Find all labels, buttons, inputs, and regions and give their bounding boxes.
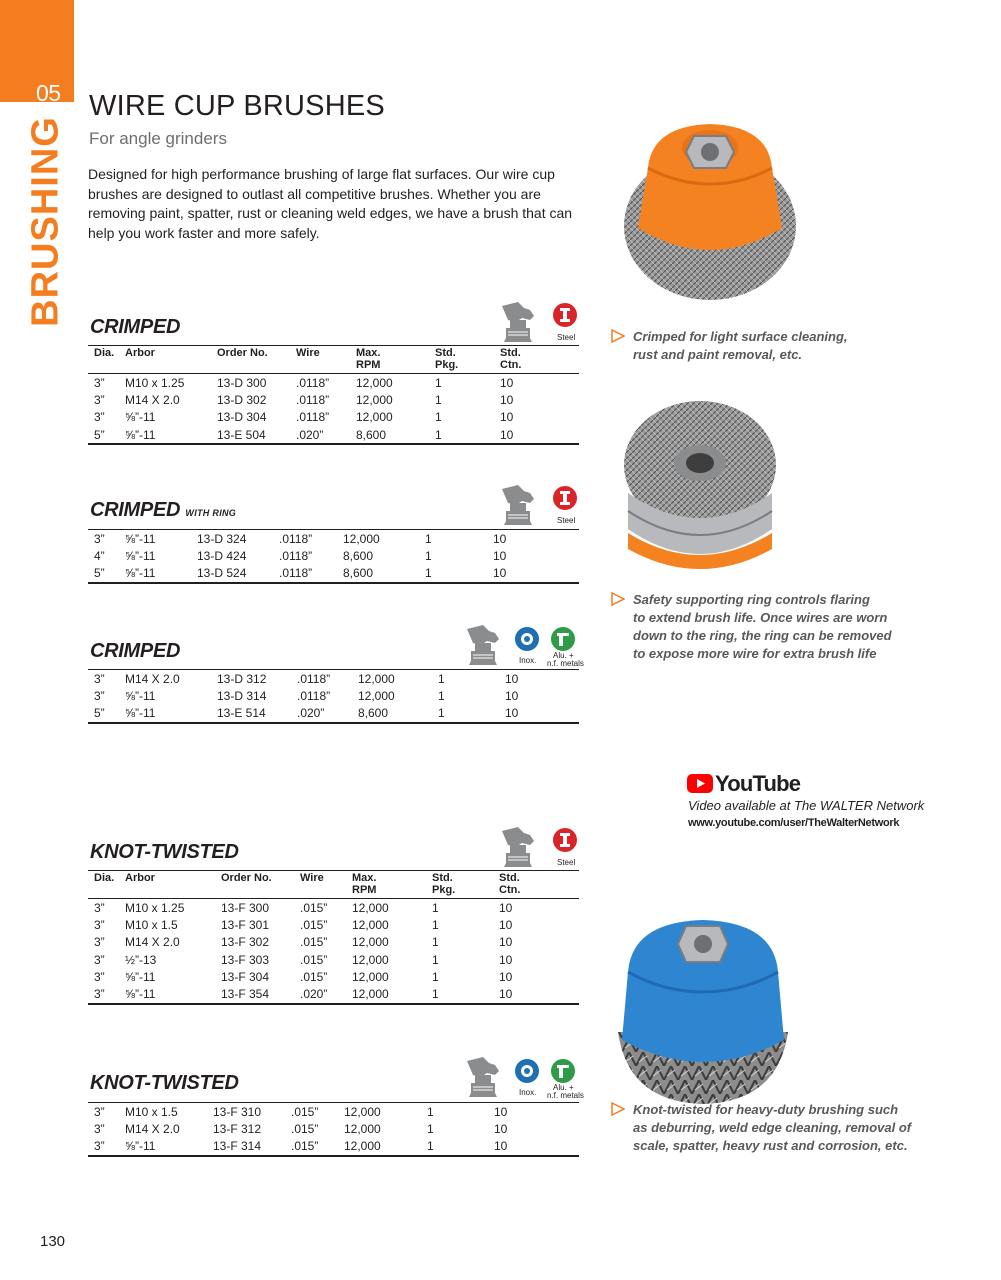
table-row: 3” M10 x 1.5 13-F 310 .015” 12,000 1 10: [94, 1104, 508, 1119]
col-std-pkg: Std. Pkg.: [432, 872, 456, 896]
col-order-no: Order No.: [217, 347, 268, 359]
section-title-crimped-inox: CRIMPED: [90, 640, 181, 662]
table-row: 3” M14 X 2.0 13-F 302 .015” 12,000 1 10: [94, 935, 513, 950]
table-row: 3” ½”-13 13-F 303 .015” 12,000 1 10: [94, 952, 513, 967]
spec-table-crimped: [88, 345, 579, 445]
spec-table-knot-twisted-inox: [88, 1102, 579, 1157]
inox-label: Inox.: [519, 656, 537, 665]
table-row: 3” M10 x 1.25 13-D 300 .0118” 12,000 1 10: [94, 375, 514, 390]
col-arbor: Arbor: [125, 872, 155, 884]
table-row: 5” ⅝”-11 13-E 504 .020” 8,600 1 10: [94, 427, 514, 442]
triangle-arrow-icon: [611, 592, 625, 606]
spec-table-crimped-with-ring: [88, 529, 579, 584]
table-row: 3” ⅝”-11 13-F 354 .020” 12,000 1 10: [94, 987, 513, 1002]
table-row: 4” ⅝”-11 13-D 424 .0118” 8,600 1 10: [94, 548, 507, 563]
steel-label: Steel: [557, 858, 576, 867]
spec-table-knot-twisted: [88, 870, 579, 1005]
section-title-crimped-with-ring: CRIMPED WITH RING: [90, 499, 237, 521]
section-title-crimped: CRIMPED: [90, 316, 181, 338]
alu-label-line1: Alu. +: [553, 651, 574, 660]
col-arbor: Arbor: [125, 347, 155, 359]
steel-label: Steel: [557, 333, 576, 342]
table-row: 5” ⅝”-11 13-E 514 .020” 8,600 1 10: [94, 706, 519, 721]
col-std-ctn: Std. Ctn.: [500, 347, 522, 371]
spec-table-crimped-inox: [88, 669, 579, 724]
icon-group-steel: [500, 302, 580, 349]
icon-group-steel: [500, 827, 580, 874]
crimped-cup-brush-image: [618, 108, 802, 308]
alu-label-line2: n.f. metals: [547, 1091, 584, 1100]
note-knot-twisted: Knot-twisted for heavy-duty brushing such as deburring, weld edge cleaning, removal of scale, spatter, heavy rust and corrosion, etc.: [633, 1101, 911, 1155]
table-row: 3” ⅝”-11 13-D 304 .0118” 12,000 1 10: [94, 410, 514, 425]
intro-paragraph: Designed for high performance brushing of large flat surfaces. Our wire cup brushes are designed to outlast all competitive brushes. Whether you are removing paint, spatter, rust or cleaning weld edges, we have a brush that can help you work faster and more safely.: [88, 166, 573, 241]
icon-group-inox-alu: [465, 623, 584, 674]
triangle-arrow-icon: [611, 329, 625, 343]
alu-label-line1: Alu. +: [553, 1083, 574, 1092]
section-title-knot-twisted-inox: KNOT-TWISTED: [90, 1072, 239, 1094]
table-row: 3” ⅝”-11 13-D 324 .0118” 12,000 1 10: [94, 531, 507, 546]
col-std-ctn: Std. Ctn.: [499, 872, 521, 896]
youtube-play-icon: [687, 774, 713, 793]
col-dia: Dia.: [94, 347, 115, 359]
note-crimped: Crimped for light surface cleaning, rust and paint removal, etc.: [633, 328, 848, 364]
steel-label: Steel: [557, 516, 576, 525]
table-row: 3” M14 X 2.0 13-D 312 .0118” 12,000 1 10: [94, 671, 519, 686]
youtube-logo-text: YouTube: [715, 771, 801, 796]
col-max-rpm: Max. RPM: [356, 347, 381, 371]
col-order-no: Order No.: [221, 872, 272, 884]
alu-label-line2: n.f. metals: [547, 659, 584, 668]
note-crimped-with-ring: Safety supporting ring controls flaring to extend brush life. Once wires are worn down to the ring, the ring can be removed to expose more wire for extra brush life: [633, 591, 892, 663]
youtube-caption: Video available at The WALTER Network: [688, 798, 925, 813]
page-title: WIRE CUP BRUSHES: [89, 90, 385, 122]
table-row: 3” M14 X 2.0 13-F 312 .015” 12,000 1 10: [94, 1121, 508, 1136]
triangle-arrow-icon: [611, 1102, 625, 1116]
col-wire: Wire: [300, 872, 324, 884]
col-dia: Dia.: [94, 872, 115, 884]
icon-group-inox-alu: [465, 1055, 584, 1106]
youtube-link[interactable]: www.youtube.com/user/TheWalterNetwork: [688, 817, 900, 829]
section-title-knot-twisted: KNOT-TWISTED: [90, 841, 239, 863]
inox-label: Inox.: [519, 1088, 537, 1097]
table-row: 3” M10 x 1.5 13-F 301 .015” 12,000 1 10: [94, 917, 513, 932]
crimped-cup-brush-with-ring-image: [620, 393, 780, 573]
page-subtitle: For angle grinders: [89, 129, 227, 148]
table-row: 3” M14 X 2.0 13-D 302 .0118” 12,000 1 10: [94, 392, 514, 407]
icon-group-steel: [500, 485, 580, 532]
table-row: 3” ⅝”-11 13-D 314 .0118” 12,000 1 10: [94, 688, 519, 703]
section-word: BRUSHING: [24, 116, 67, 327]
knot-twisted-cup-brush-image: [608, 912, 798, 1112]
col-wire: Wire: [296, 347, 320, 359]
table-header-row: [88, 346, 579, 374]
section-number: 05: [36, 80, 61, 106]
table-row: 3” M10 x 1.25 13-F 300 .015” 12,000 1 10: [94, 900, 513, 915]
table-row: 3” ⅝”-11 13-F 304 .015” 12,000 1 10: [94, 969, 513, 984]
table-header-row: [88, 871, 579, 899]
table-row: 3” ⅝”-11 13-F 314 .015” 12,000 1 10: [94, 1139, 508, 1154]
page-number: 130: [40, 1233, 66, 1250]
col-std-pkg: Std. Pkg.: [435, 347, 459, 371]
col-max-rpm: Max. RPM: [352, 872, 377, 896]
table-row: 5” ⅝”-11 13-D 524 .0118” 8,600 1 10: [94, 566, 507, 581]
